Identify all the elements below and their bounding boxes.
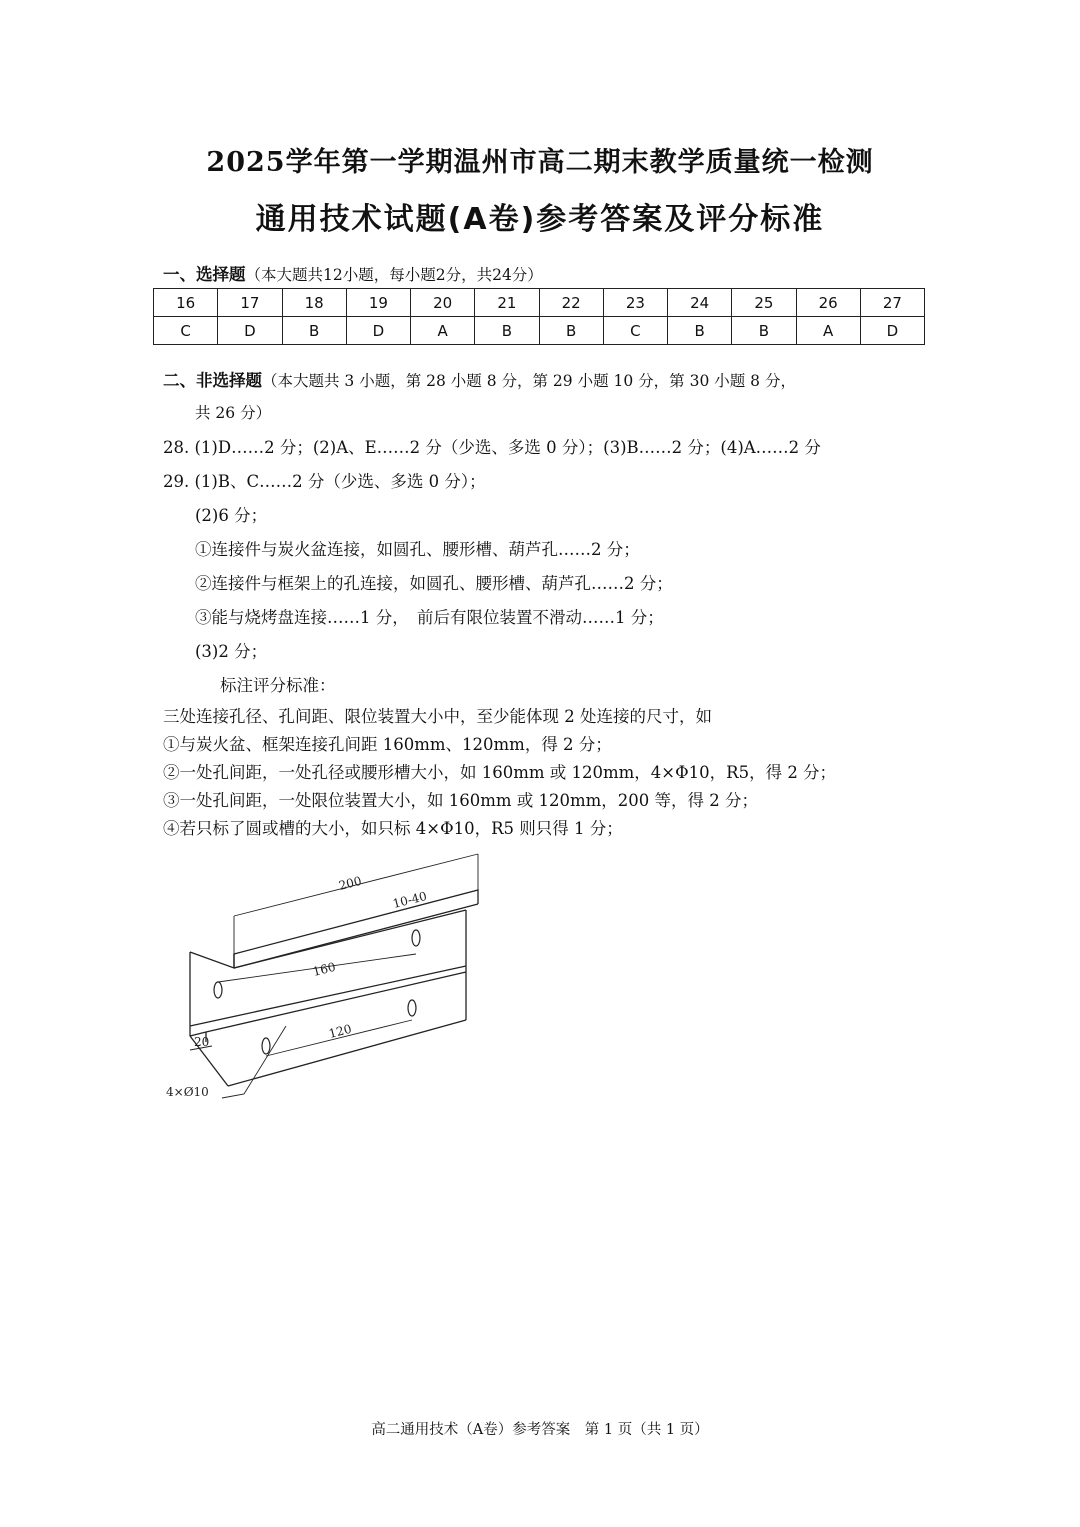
criteria-item3: ③一处孔间距，一处限位装置大小，如 160mm 或 120mm，200 等，得 2 分； [163, 791, 759, 810]
dim-20: 20 [194, 1035, 210, 1049]
question-number-row [154, 289, 925, 317]
question-number: 19 [346, 289, 410, 317]
section1-heading [163, 261, 543, 285]
question-number: 25 [732, 289, 796, 317]
criteria-intro: 三处连接孔径、孔间距、限位装置大小中，至少能体现 2 处连接的尺寸，如 [163, 707, 712, 726]
hole-upper-right [412, 930, 420, 946]
dim-160: 160 [311, 959, 337, 979]
answer-cell: D [218, 317, 282, 345]
hole-slots [214, 930, 420, 1054]
answer-cell: B [282, 317, 346, 345]
question-number: 22 [539, 289, 603, 317]
question-number: 20 [411, 289, 475, 317]
question-number: 26 [796, 289, 860, 317]
section1-note: （本大题共12小题，每小题2分，共24分） [245, 266, 543, 284]
hole-lower-right [408, 1000, 416, 1016]
q29-part2-item3: ③能与烧烤盘连接……1 分， 前后有限位装置不滑动……1 分； [195, 608, 664, 627]
dim-200: 200 [337, 873, 363, 893]
criteria-item1: ①与炭火盆、框架连接孔间距 160mm、120mm，得 2 分； [163, 735, 612, 754]
answer-cell: B [475, 317, 539, 345]
criteria-item2: ②一处孔间距，一处孔径或腰形槽大小，如 160mm 或 120mm，4×Φ10，R5，得 2 分； [163, 763, 837, 782]
section2-note-line1: （本大题共 3 小题，第 28 小题 8 分，第 29 小题 10 分，第 30 小题 8 分， [262, 372, 796, 390]
q28-answer: 28. (1)D……2 分；(2)A、E……2 分（少选、多选 0 分）；(3)B……2 分；(4)A……2 分 [163, 438, 821, 457]
question-number: 21 [475, 289, 539, 317]
answer-cell: C [603, 317, 667, 345]
q29-part2-item1: ①连接件与炭火盆连接，如圆孔、腰形槽、葫芦孔……2 分； [195, 540, 640, 559]
criteria-title: 标注评分标准： [220, 676, 336, 695]
question-number: 17 [218, 289, 282, 317]
answer-cell: A [411, 317, 475, 345]
q29-part3: (3)2 分； [195, 642, 268, 661]
section2-heading [163, 367, 796, 391]
hole-lower-left [262, 1038, 270, 1054]
dim-10-40: 10-40 [391, 888, 429, 911]
q29-part1: 29. (1)B、C……2 分（少选、多选 0 分）； [163, 472, 486, 491]
section2-label: 二、非选择题 [163, 371, 262, 390]
answer-key-title: 通用技术试题(A卷)参考答案及评分标准 [255, 202, 825, 237]
q29-part2-item2: ②连接件与框架上的孔连接，如圆孔、腰形槽、葫芦孔……2 分； [195, 574, 673, 593]
answer-cell: D [860, 317, 924, 345]
hole-upper-left [214, 982, 222, 998]
section2-note-line2: 共 26 分） [195, 404, 272, 422]
dim-holes: 4×Ø10 [166, 1085, 209, 1099]
connector-outline [190, 890, 478, 1086]
q29-part2: (2)6 分； [195, 506, 268, 525]
dim-120: 120 [327, 1021, 353, 1041]
answer-cell: A [796, 317, 860, 345]
connector-drawing [150, 850, 510, 1110]
question-number: 27 [860, 289, 924, 317]
criteria-item4: ④若只标了圆或槽的大小，如只标 4×Φ10，R5 则只得 1 分； [163, 819, 623, 838]
answer-cell: C [154, 317, 218, 345]
answer-row [154, 317, 925, 345]
dimension-lines [190, 854, 478, 1098]
exam-title: 2025学年第一学期温州市高二期末教学质量统一检测 [206, 147, 874, 178]
answer-cell: B [668, 317, 732, 345]
answer-cell: D [346, 317, 410, 345]
answer-cell: B [539, 317, 603, 345]
question-number: 16 [154, 289, 218, 317]
question-number: 24 [668, 289, 732, 317]
page-footer: 高二通用技术（A卷）参考答案 第 1 页（共 1 页） [371, 1422, 709, 1438]
section1-label: 一、选择题 [163, 265, 246, 284]
answer-cell: B [732, 317, 796, 345]
question-number: 23 [603, 289, 667, 317]
answer-table [153, 288, 925, 345]
question-number: 18 [282, 289, 346, 317]
